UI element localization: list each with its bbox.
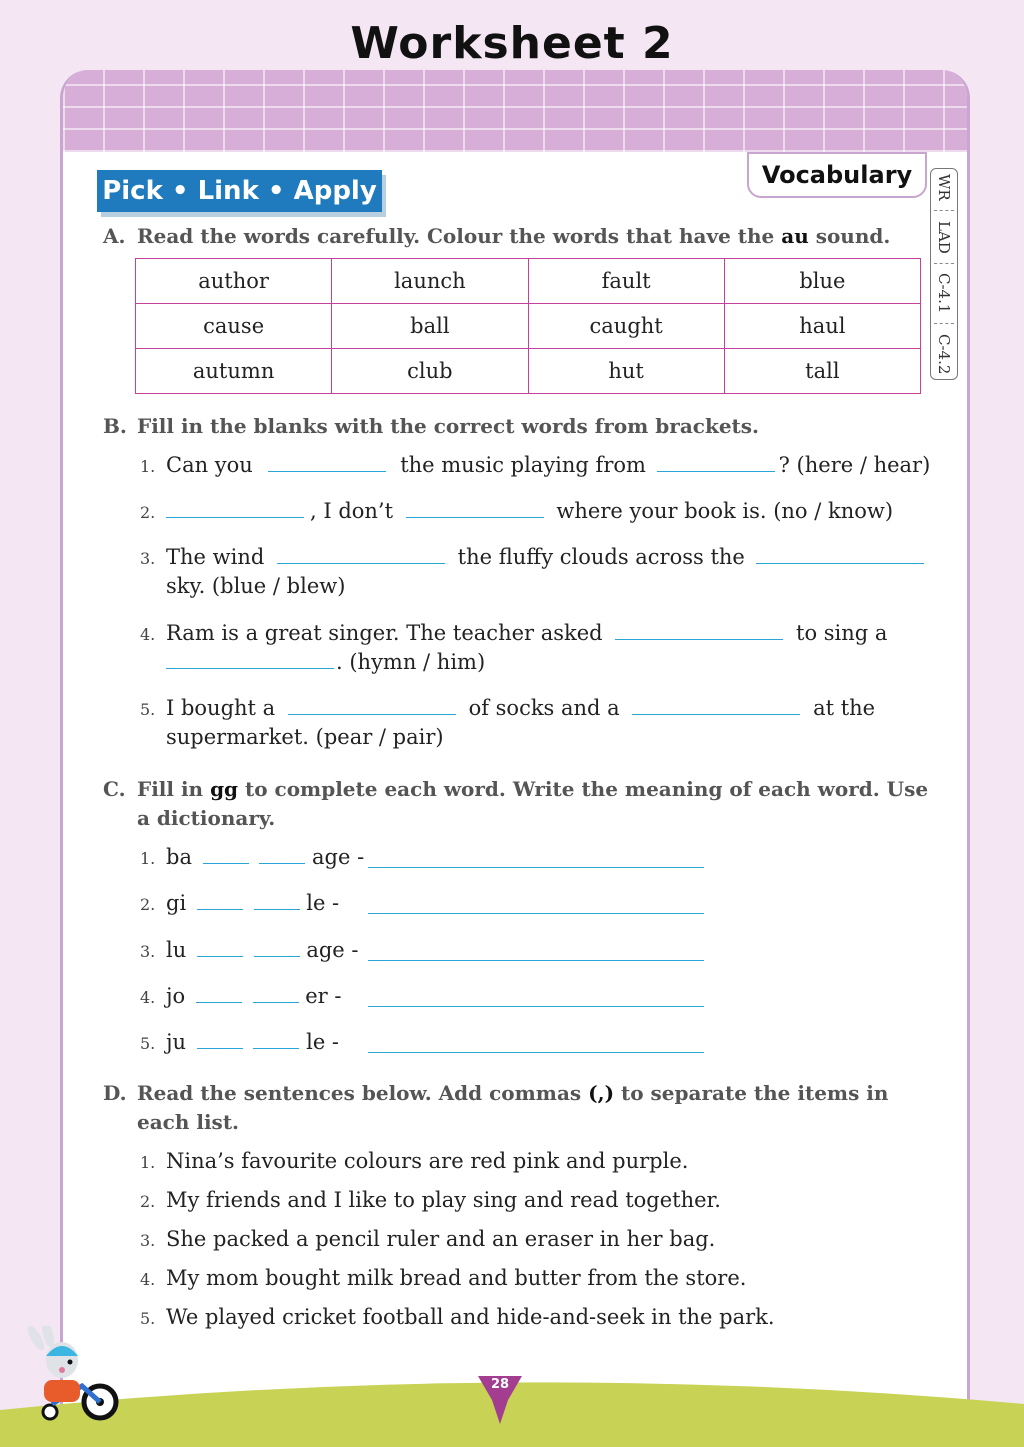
word-item <box>140 889 339 919</box>
item-number: 3. <box>140 1231 156 1250</box>
sentence-text: She packed a pencil ruler and an eraser in her bag. <box>166 1227 716 1251</box>
instruction-text: Read the sentences below. Add commas <box>137 1081 582 1105</box>
highlight-text: (,) <box>588 1081 615 1105</box>
item-number: 5. <box>140 1309 156 1328</box>
word-cell[interactable]: haul <box>724 304 920 349</box>
word-end: age - <box>306 938 359 962</box>
item-continuation: supermarket. (pear / pair) <box>166 725 444 749</box>
question-letter: D. <box>103 1081 127 1105</box>
item-number: 4. <box>140 625 156 644</box>
item-number: 4. <box>140 1270 156 1289</box>
word-end: er - <box>305 984 342 1008</box>
item-text: The wind <box>166 545 265 569</box>
code-label: WR <box>935 173 953 201</box>
table-row <box>136 259 921 304</box>
letter-blank[interactable] <box>196 984 242 1003</box>
word-end: le - <box>306 1030 340 1054</box>
highlight-text: gg <box>210 777 239 801</box>
meaning-line[interactable] <box>368 988 704 1007</box>
word-cell[interactable]: hut <box>528 349 724 394</box>
item-number: 2. <box>140 1192 156 1211</box>
instruction-text: to separate the items in <box>621 1081 889 1105</box>
blank-item <box>140 543 928 573</box>
word-cell[interactable]: cause <box>136 304 332 349</box>
word-end: age - <box>312 845 365 869</box>
question-c-heading <box>103 777 928 801</box>
blank-item <box>140 619 887 649</box>
header-band <box>63 70 967 152</box>
word-start: ba <box>166 845 192 869</box>
item-text: to sing a <box>796 621 888 645</box>
word-cell[interactable]: tall <box>724 349 920 394</box>
item-number: 4. <box>140 988 156 1007</box>
highlight-text: au <box>781 224 809 248</box>
instruction-continuation: a dictionary. <box>137 806 276 830</box>
word-item <box>140 936 358 966</box>
word-cell[interactable]: launch <box>332 259 528 304</box>
item-text: of socks and a <box>468 696 620 720</box>
sentence-item <box>140 1147 688 1177</box>
item-text: the fluffy clouds across the <box>457 545 745 569</box>
bunny-tricycle-illustration <box>22 1326 126 1426</box>
answer-blank[interactable] <box>657 453 775 472</box>
meaning-line[interactable] <box>368 942 704 961</box>
item-continuation <box>166 648 485 677</box>
letter-blank[interactable] <box>254 891 300 910</box>
letter-blank[interactable] <box>253 1030 299 1049</box>
topic-tab: Vocabulary <box>747 152 927 198</box>
instruction-text: sound. <box>815 224 891 248</box>
blank-item <box>140 694 875 724</box>
item-text: ? (here / hear) <box>778 453 931 477</box>
meaning-line[interactable] <box>368 849 704 868</box>
instruction-text: to complete each word. Write the meaning of each word. Use <box>245 777 929 801</box>
item-continuation: sky. (blue / blew) <box>166 574 346 598</box>
answer-blank[interactable] <box>166 650 334 669</box>
answer-blank[interactable] <box>268 453 386 472</box>
blank-item <box>140 451 930 481</box>
item-text: , I don’t <box>310 499 394 523</box>
word-start: ju <box>166 1030 187 1054</box>
letter-blank[interactable] <box>253 984 299 1003</box>
sentence-item <box>140 1303 775 1333</box>
code-label: C-4.2 <box>935 333 953 375</box>
letter-blank[interactable] <box>197 1030 243 1049</box>
word-cell[interactable]: ball <box>332 304 528 349</box>
answer-blank[interactable] <box>406 499 544 518</box>
word-cell[interactable]: fault <box>528 259 724 304</box>
word-cell[interactable]: club <box>332 349 528 394</box>
curriculum-codes <box>930 168 958 380</box>
question-b-heading <box>103 414 759 438</box>
sentence-text: My mom bought milk bread and butter from the store. <box>166 1266 747 1290</box>
item-number: 5. <box>140 1034 156 1053</box>
code-label: LAD <box>935 220 953 254</box>
answer-blank[interactable] <box>166 499 304 518</box>
answer-blank[interactable] <box>615 621 783 640</box>
meaning-line[interactable] <box>368 1034 704 1053</box>
table-row <box>136 304 921 349</box>
item-text: I bought a <box>166 696 276 720</box>
item-number: 3. <box>140 942 156 961</box>
word-cell[interactable]: blue <box>724 259 920 304</box>
item-number: 5. <box>140 700 156 719</box>
meaning-line[interactable] <box>368 895 704 914</box>
sentence-text: My friends and I like to play sing and read together. <box>166 1188 721 1212</box>
word-start: gi <box>166 891 187 915</box>
letter-blank[interactable] <box>203 845 249 864</box>
letter-blank[interactable] <box>197 938 243 957</box>
question-a-heading <box>103 224 890 248</box>
page-number: 28 <box>490 1377 510 1392</box>
question-letter: C. <box>103 777 126 801</box>
sentence-text: Nina’s favourite colours are red pink and purple. <box>166 1149 689 1173</box>
answer-blank[interactable] <box>632 696 800 715</box>
word-start: jo <box>166 984 186 1008</box>
item-number: 2. <box>140 895 156 914</box>
item-text: the music playing from <box>400 453 646 477</box>
word-table <box>135 258 921 394</box>
item-number: 1. <box>140 457 156 476</box>
item-number: 1. <box>140 849 156 868</box>
letter-blank[interactable] <box>259 845 305 864</box>
word-cell[interactable]: author <box>136 259 332 304</box>
sentence-item <box>140 1225 715 1255</box>
word-start: lu <box>166 938 187 962</box>
sentence-item <box>140 1186 721 1216</box>
answer-blank[interactable] <box>288 696 456 715</box>
question-letter: A. <box>103 224 126 248</box>
item-text: where your book is. (no / know) <box>556 499 894 523</box>
word-cell[interactable]: caught <box>528 304 724 349</box>
answer-blank[interactable] <box>277 545 445 564</box>
word-item <box>140 1028 339 1058</box>
question-letter: B. <box>103 414 127 438</box>
item-number: 1. <box>140 1153 156 1172</box>
letter-blank[interactable] <box>254 938 300 957</box>
word-item <box>140 982 341 1012</box>
item-text: Can you <box>166 453 253 477</box>
word-cell[interactable]: autumn <box>136 349 332 394</box>
word-item <box>140 843 364 873</box>
item-text: at the <box>813 696 876 720</box>
item-text: . (hymn / him) <box>336 650 486 674</box>
item-text: Ram is a great singer. The teacher asked <box>166 621 603 645</box>
table-row <box>136 349 921 394</box>
instruction-text: Fill in the blanks with the correct words from brackets. <box>137 414 760 438</box>
instruction-text: Read the words carefully. Colour the words that have the <box>137 224 775 248</box>
sentence-item <box>140 1264 746 1294</box>
answer-blank[interactable] <box>756 545 924 564</box>
sentence-text: We played cricket football and hide-and-seek in the park. <box>166 1305 775 1329</box>
section-banner: Pick • Link • Apply <box>97 170 382 212</box>
code-label: C-4.1 <box>935 273 953 314</box>
word-end: le - <box>306 891 340 915</box>
letter-blank[interactable] <box>197 891 243 910</box>
blank-item <box>140 497 893 527</box>
item-number: 2. <box>140 503 156 522</box>
question-d-heading <box>103 1081 888 1105</box>
item-number: 3. <box>140 549 156 568</box>
page-title: Worksheet 2 <box>350 18 674 69</box>
instruction-continuation: each list. <box>137 1110 240 1134</box>
instruction-text: Fill in <box>137 777 204 801</box>
